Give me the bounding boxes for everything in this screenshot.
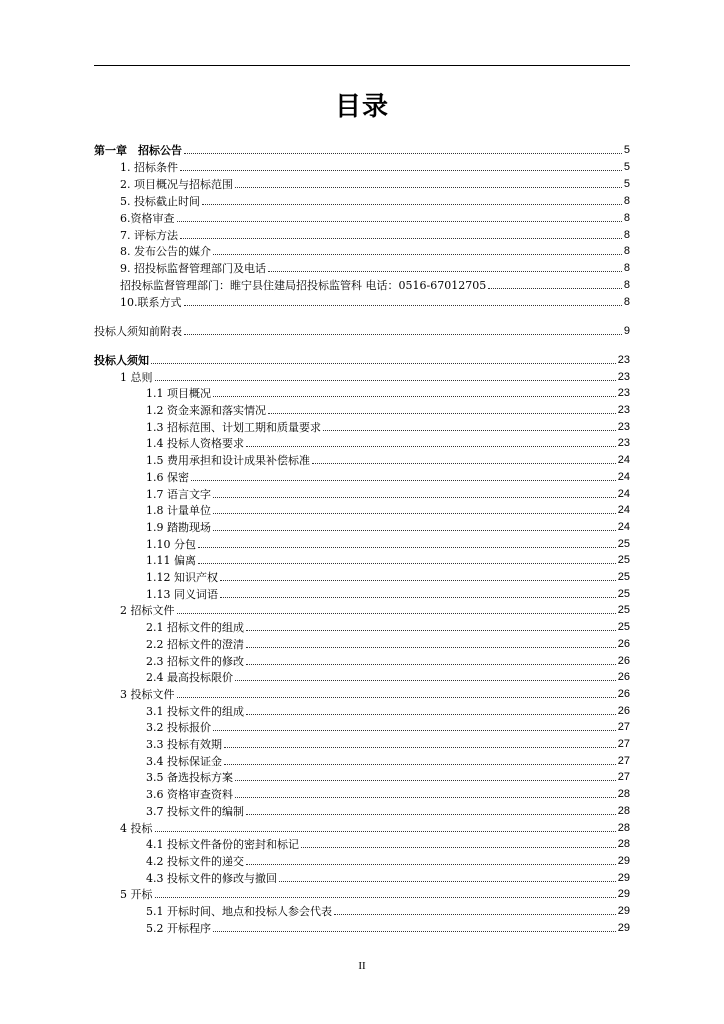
toc-entry-page: 28: [617, 804, 630, 817]
toc-entry-label: 3.2 投标报价: [146, 721, 211, 735]
toc-entry-page: 27: [617, 754, 630, 767]
toc-leader-dots: [213, 396, 616, 397]
toc-entry-page: 25: [617, 554, 630, 567]
toc-entry-page: 5: [623, 160, 630, 173]
toc-entry[interactable]: [146, 786, 630, 801]
toc-entry-label: 投标人须知前附表: [94, 325, 182, 338]
toc-entry-label: 3.6 资格审查资料: [146, 788, 233, 802]
toc-leader-dots: [155, 831, 616, 832]
toc-leader-dots: [213, 530, 616, 531]
toc-leader-dots: [235, 797, 616, 798]
toc-entry-page: 26: [617, 687, 630, 700]
toc-leader-dots: [213, 513, 616, 514]
toc-entry-page: 24: [617, 454, 630, 467]
toc-entry-page: 23: [617, 404, 630, 416]
toc-entry-page: 24: [617, 487, 630, 500]
page-number: II: [358, 960, 366, 972]
toc-entry[interactable]: [146, 619, 630, 634]
toc-leader-dots: [191, 480, 616, 481]
toc-entry-page: 26: [617, 637, 630, 650]
toc-entry-page: 27: [617, 721, 630, 734]
toc-entry-page: 29: [617, 854, 630, 867]
toc-entry-page: 29: [617, 905, 630, 917]
toc-leader-dots: [177, 221, 622, 222]
toc-entry-page: 8: [623, 194, 630, 207]
toc-entry-page: 26: [617, 671, 630, 684]
toc-entry-label: 2 招标文件: [120, 604, 175, 618]
toc-entry[interactable]: [146, 552, 630, 567]
toc-entry-label: 1.2 资金来源和落实情况: [146, 404, 266, 417]
toc-entry[interactable]: [120, 277, 630, 292]
toc-entry[interactable]: [146, 402, 630, 417]
toc-entry[interactable]: [94, 142, 630, 157]
toc-entry-label: 1.3 招标范围、计划工期和质量要求: [146, 420, 321, 434]
toc-entry-page: 25: [617, 537, 630, 550]
toc-entry-page: 28: [617, 821, 630, 834]
toc-leader-dots: [301, 847, 616, 848]
toc-leader-dots: [279, 881, 616, 882]
toc-leader-dots: [235, 187, 622, 188]
toc-leader-dots: [177, 613, 616, 614]
toc-entry-label: 第一章 招标公告: [94, 144, 182, 157]
toc-entry-page: 8: [623, 262, 630, 275]
toc-entry-page: 25: [617, 571, 630, 583]
toc-entry-label: 5.1 开标时间、地点和投标人参会代表: [146, 905, 332, 918]
toc-entry-label: 4 投标: [120, 821, 153, 835]
toc-entry-page: 29: [617, 921, 630, 934]
toc-entry-page: 23: [617, 420, 630, 433]
toc-entry-label: 1.13 同义词语: [146, 587, 218, 601]
toc-entry-label: 3.1 投标文件的组成: [146, 704, 244, 718]
toc-entry[interactable]: [146, 636, 630, 651]
toc-leader-dots: [268, 413, 616, 414]
toc-entry-page: 23: [617, 437, 630, 450]
toc-leader-dots: [323, 430, 616, 431]
toc-leader-dots: [488, 288, 622, 289]
toc-entry-label: 5 开标: [120, 888, 153, 902]
toc-entry[interactable]: [146, 769, 630, 784]
page-title: 目录: [334, 92, 389, 122]
toc-entry[interactable]: [146, 736, 630, 751]
toc-entry-page: 8: [623, 296, 630, 309]
toc-entry-label: 3.7 投标文件的编制: [146, 804, 244, 818]
toc-leader-dots: [220, 597, 616, 598]
toc-entry-label: 2.1 招标文件的组成: [146, 621, 244, 635]
toc-entry-page: 9: [623, 325, 630, 337]
toc-entry-page: 23: [617, 353, 630, 366]
toc-entry-page: 8: [623, 228, 630, 241]
toc-leader-dots: [180, 170, 622, 171]
toc-entry[interactable]: [120, 193, 630, 208]
toc-entry-label: 投标人须知: [94, 353, 149, 367]
toc-entry-page: 23: [617, 387, 630, 400]
toc-entry-label: 3.5 备选投标方案: [146, 771, 233, 785]
toc-entry-label: 2.2 招标文件的澄清: [146, 637, 244, 651]
toc-entry[interactable]: [146, 486, 630, 501]
toc-entry-label: 2.4 最高投标限价: [146, 671, 233, 685]
toc-entry-label: 1.4 投标人资格要求: [146, 437, 244, 451]
toc-entry-page: 24: [617, 504, 630, 517]
toc-entry[interactable]: [120, 243, 630, 258]
toc-leader-dots: [198, 547, 616, 548]
toc-entry[interactable]: [120, 159, 630, 174]
toc-entry-label: 4.2 投标文件的递交: [146, 854, 244, 868]
toc-entry-page: 28: [617, 838, 630, 851]
toc-entry-page: 26: [617, 704, 630, 717]
toc-leader-dots: [184, 153, 622, 154]
toc-entry-page: 8: [623, 211, 630, 224]
toc-leader-dots: [202, 204, 622, 205]
toc-entry[interactable]: [146, 452, 630, 467]
toc-entry[interactable]: [120, 369, 630, 384]
toc-entry[interactable]: [146, 836, 630, 851]
toc-entry[interactable]: [146, 870, 630, 885]
toc-entry[interactable]: [120, 294, 630, 309]
toc-leader-dots: [246, 446, 616, 447]
toc-entry[interactable]: [146, 435, 630, 450]
toc-leader-dots: [213, 730, 616, 731]
toc-entry-page: 5: [623, 144, 630, 156]
toc-entry[interactable]: [94, 323, 630, 338]
toc-entry-label: 9. 招投标监督管理部门及电话: [120, 262, 266, 276]
toc-entry-label: 4.1 投标文件备份的密封和标记: [146, 838, 299, 852]
toc-entry-page: 5: [623, 177, 630, 190]
toc-entry-label: 3.4 投标保证金: [146, 754, 222, 768]
toc-entry[interactable]: [120, 886, 630, 901]
toc-entry[interactable]: [120, 260, 630, 275]
toc-entry[interactable]: [146, 753, 630, 768]
toc-entry[interactable]: [146, 853, 630, 868]
toc-entry-page: 25: [617, 587, 630, 600]
toc-entry[interactable]: [146, 920, 630, 935]
toc-entry-label: 3 投标文件: [120, 687, 175, 701]
toc-entry-label: 1.11 偏离: [146, 554, 196, 568]
toc-entry[interactable]: [146, 419, 630, 434]
toc-entry-label: 3.3 投标有效期: [146, 738, 222, 751]
toc-leader-dots: [213, 497, 616, 498]
toc-entry-page: 23: [617, 370, 630, 383]
toc-leader-dots: [246, 647, 616, 648]
toc-leader-dots: [213, 931, 616, 932]
toc-leader-dots: [246, 814, 616, 815]
toc-entry-label: 1.8 计量单位: [146, 504, 211, 518]
toc-entry-label: 1.1 项目概况: [146, 387, 211, 401]
toc-leader-dots: [198, 563, 616, 564]
toc-entry-label: 10.联系方式: [120, 296, 182, 310]
toc-entry[interactable]: [120, 820, 630, 835]
toc-entry-page: 25: [617, 604, 630, 617]
toc-entry[interactable]: [146, 469, 630, 484]
toc-entry-label: 5. 投标截止时间: [120, 194, 200, 208]
toc-entry[interactable]: [146, 385, 630, 400]
toc-leader-dots: [155, 380, 616, 381]
toc-entry[interactable]: [146, 519, 630, 534]
toc-entry-label: 2.3 招标文件的修改: [146, 654, 244, 668]
toc-entry[interactable]: [120, 210, 630, 225]
toc-entry-label: 1 总则: [120, 370, 153, 384]
toc-entry-label: 1.6 保密: [146, 470, 189, 484]
toc-leader-dots: [312, 463, 616, 464]
toc-entry-label: 1.5 费用承担和设计成果补偿标准: [146, 454, 310, 468]
toc-entry[interactable]: [146, 586, 630, 601]
toc-leader-dots: [246, 714, 616, 715]
toc-leader-dots: [184, 305, 622, 306]
toc-entry[interactable]: [146, 569, 630, 584]
toc-entry[interactable]: [120, 176, 630, 191]
toc-entry[interactable]: [146, 669, 630, 684]
toc-entry-label: 5.2 开标程序: [146, 921, 211, 935]
toc-entry[interactable]: [120, 686, 630, 701]
toc-entry-page: 27: [617, 771, 630, 784]
toc-leader-dots: [224, 764, 616, 765]
toc-leader-dots: [246, 630, 616, 631]
toc-entry-label: 1.12 知识产权: [146, 571, 218, 584]
toc-leader-dots: [180, 238, 622, 239]
toc-entry-page: 8: [623, 279, 630, 292]
toc-leader-dots: [235, 680, 616, 681]
toc-entry-label: 6.资格审查: [120, 211, 175, 225]
toc-leader-dots: [213, 254, 622, 255]
toc-entry[interactable]: [120, 602, 630, 617]
toc-entry[interactable]: [146, 703, 630, 718]
toc-entry-page: 26: [617, 654, 630, 667]
toc-entry-label: 1.7 语言文字: [146, 487, 211, 501]
toc-leader-dots: [235, 780, 616, 781]
header-rule: [94, 65, 630, 66]
toc-entry-page: 25: [617, 621, 630, 634]
toc-entry-label: 2. 项目概况与招标范围: [120, 177, 233, 191]
toc-entry-page: 29: [617, 871, 630, 884]
toc-entry-page: 24: [617, 520, 630, 533]
toc-leader-dots: [224, 747, 616, 748]
toc-entry[interactable]: [146, 803, 630, 818]
toc-leader-dots: [155, 897, 616, 898]
toc-leader-dots: [184, 334, 622, 335]
toc-entry-label: 4.3 投标文件的修改与撤回: [146, 871, 277, 885]
toc-entry-label: 招投标监督管理部门：睢宁县住建局招投标监管科 电话：0516-67012705: [120, 279, 487, 293]
toc-entry-label: 7. 评标方法: [120, 228, 178, 242]
toc-entry[interactable]: [146, 536, 630, 551]
toc-entry-page: 24: [617, 470, 630, 483]
toc-entry[interactable]: [146, 903, 630, 918]
toc-entry[interactable]: [94, 352, 630, 367]
toc-entry-label: 1. 招标条件: [120, 160, 178, 174]
toc-entry-page: 8: [623, 245, 630, 258]
toc-leader-dots: [220, 580, 616, 581]
toc-entry-page: 28: [617, 788, 630, 801]
toc-entry-label: 8. 发布公告的媒介: [120, 245, 211, 259]
toc-entry-label: 1.9 踏勘现场: [146, 520, 211, 534]
toc-leader-dots: [334, 914, 616, 915]
toc-leader-dots: [151, 363, 616, 364]
toc-entry[interactable]: [120, 227, 630, 242]
toc-leader-dots: [246, 664, 616, 665]
toc-entry-page: 29: [617, 888, 630, 901]
toc-leader-dots: [268, 271, 622, 272]
toc-entry-page: 27: [617, 738, 630, 750]
toc-entry[interactable]: [146, 653, 630, 668]
toc-leader-dots: [177, 697, 616, 698]
toc-leader-dots: [246, 864, 616, 865]
toc-entry-label: 1.10 分包: [146, 537, 196, 551]
toc-entry[interactable]: [146, 719, 630, 734]
toc-entry[interactable]: [146, 502, 630, 517]
